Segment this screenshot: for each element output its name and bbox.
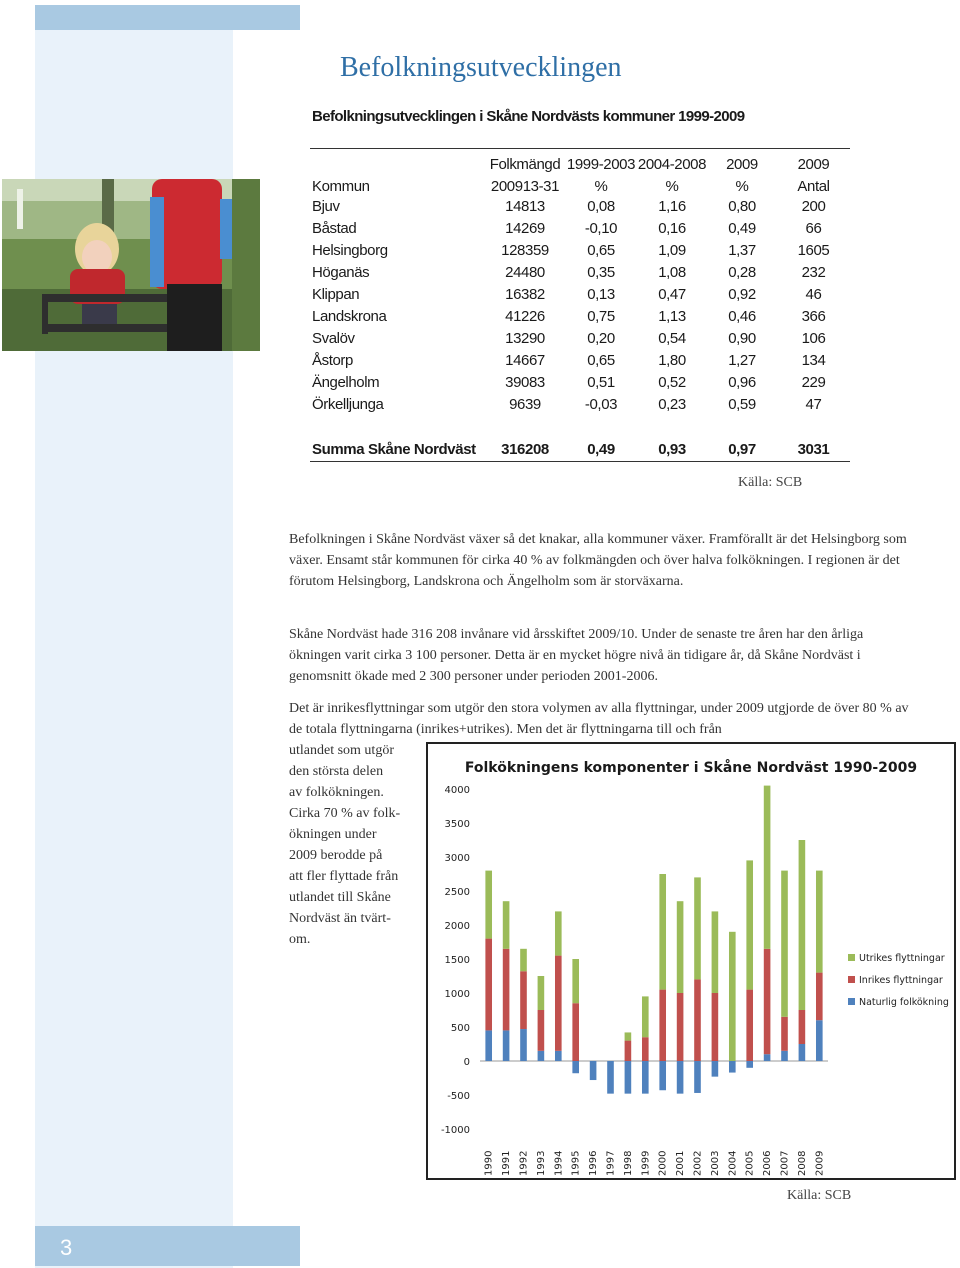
bar-segment: [538, 976, 545, 1010]
value-cell: 0,65: [587, 351, 615, 369]
table-caption: Befolkningsutvecklingen i Skåne Nordvästs kommuner 1999-2009: [312, 108, 745, 125]
value-cell: 0,75: [587, 307, 615, 325]
value-cell: 0,90: [728, 329, 756, 347]
bar-segment: [816, 871, 823, 973]
top-accent-bar: [35, 5, 300, 30]
paragraph-migration: Det är inrikesflyttningar som utgör den stora volymen av alla flyttningar, under 2009 utgjorde de över 80 % av de totala flyttningarna (inrikes+utrikes). Men det är flyttningarna till och från: [289, 701, 909, 737]
bottom-accent-bar: [35, 1226, 300, 1266]
value-cell: 1,08: [658, 263, 686, 281]
bar-segment: [625, 1041, 632, 1061]
table-row: [310, 217, 850, 239]
x-tick-label: 2006: [762, 1150, 774, 1176]
table-row: [310, 305, 850, 327]
bar-segment: [799, 840, 806, 1010]
y-tick-label: 2500: [444, 887, 470, 898]
column-header: Antal: [797, 178, 830, 195]
table-header-row: [310, 173, 850, 195]
bar-segment: [555, 911, 562, 955]
column-header: %: [735, 178, 749, 195]
x-tick-label: 1992: [518, 1150, 530, 1176]
x-tick-label: 2001: [675, 1150, 687, 1176]
bar-segment: [520, 1029, 527, 1061]
text-line: 2009 berodde på: [289, 848, 383, 863]
bar-segment: [625, 1061, 632, 1094]
x-tick-label: 1999: [640, 1150, 652, 1176]
bar-segment: [659, 990, 666, 1061]
bar-segment: [572, 1061, 579, 1073]
text-line: ökningen under: [289, 827, 377, 842]
value-cell: 0,16: [658, 219, 686, 237]
value-cell: 0,80: [728, 197, 756, 215]
column-header: [310, 149, 485, 174]
bar-segment: [764, 949, 771, 1054]
x-tick-label: 1990: [483, 1150, 495, 1176]
y-tick-label: 3000: [444, 853, 470, 864]
value-cell: 0,97: [707, 437, 777, 462]
table-row: [310, 195, 850, 217]
municipality-cell: Bjuv: [312, 197, 340, 215]
value-cell: 3031: [777, 437, 850, 462]
municipality-cell: Landskrona: [312, 307, 387, 325]
value-cell: 0,59: [728, 395, 756, 413]
value-cell: 39083: [505, 373, 545, 391]
bar-segment: [538, 1010, 545, 1051]
bar-segment: [694, 1061, 701, 1093]
bar-segment: [520, 971, 527, 1029]
text-line: av folkökningen.: [289, 785, 384, 800]
value-cell: 366: [801, 307, 826, 325]
bar-segment: [485, 1030, 492, 1061]
table-source: Källa: SCB: [738, 475, 803, 490]
value-cell: 0,46: [728, 307, 756, 325]
x-tick-label: 1995: [570, 1150, 582, 1176]
value-cell: 0,54: [658, 329, 686, 347]
table-header-row: [310, 149, 850, 174]
chart-title: Folkökningens komponenter i Skåne Nordväst 1990-2009: [464, 760, 918, 776]
x-tick-label: 1994: [553, 1150, 565, 1176]
value-cell: 1,13: [658, 307, 686, 325]
bar-segment: [746, 990, 753, 1061]
bar-segment: [503, 1030, 510, 1061]
column-header: %: [665, 178, 679, 195]
legend-swatch: [848, 954, 855, 961]
x-tick-label: 1998: [622, 1150, 634, 1176]
value-cell: 14813: [505, 197, 545, 215]
y-tick-label: 0: [463, 1057, 470, 1068]
value-cell: 1,80: [658, 351, 686, 369]
value-cell: 66: [805, 219, 822, 237]
y-tick-label: -1000: [440, 1125, 470, 1136]
text-line: utlandet som utgör: [289, 743, 394, 758]
table-row: [310, 239, 850, 261]
bar-segment: [694, 979, 701, 1061]
x-tick-label: 2003: [709, 1150, 721, 1176]
x-tick-label: 2008: [796, 1150, 808, 1176]
bar-segment: [729, 1061, 736, 1073]
value-cell: 0,52: [658, 373, 686, 391]
value-cell: 14667: [505, 351, 545, 369]
value-cell: 0,13: [587, 285, 615, 303]
value-cell: 106: [801, 329, 826, 347]
column-header: 2009: [707, 149, 777, 174]
y-tick-label: 2000: [444, 921, 470, 932]
value-cell: 1,09: [658, 241, 686, 259]
y-tick-label: -500: [447, 1091, 470, 1102]
bar-segment: [816, 1020, 823, 1061]
value-cell: 1,27: [728, 351, 756, 369]
value-cell: 0,23: [658, 395, 686, 413]
x-tick-label: 2002: [692, 1150, 704, 1176]
value-cell: 1,37: [728, 241, 756, 259]
value-cell: 316208: [485, 437, 565, 462]
table-row: [310, 349, 850, 371]
value-cell: 0,49: [728, 219, 756, 237]
value-cell: 200: [801, 197, 826, 215]
bar-segment: [659, 1061, 666, 1090]
bar-segment: [781, 871, 788, 1017]
bar-segment: [625, 1032, 632, 1040]
x-tick-label: 2000: [657, 1150, 669, 1176]
text-line: Nordväst än tvärt-: [289, 911, 391, 926]
value-cell: 0,49: [565, 437, 637, 462]
table-total-row: [310, 437, 850, 462]
legend-label: Utrikes flyttningar: [859, 953, 945, 964]
value-cell: 0,93: [637, 437, 707, 462]
text-line: om.: [289, 932, 311, 947]
municipality-cell: Örkelljunga: [312, 395, 384, 413]
value-cell: 0,92: [728, 285, 756, 303]
column-header: 2009: [777, 149, 850, 174]
bar-segment: [729, 932, 736, 1061]
value-cell: 9639: [509, 395, 541, 413]
value-cell: 16382: [505, 285, 545, 303]
population-components-chart: [428, 744, 954, 1178]
value-cell: 0,08: [587, 197, 615, 215]
bar-segment: [764, 786, 771, 949]
table-spacer-row: [310, 415, 850, 437]
y-tick-label: 4000: [444, 785, 470, 796]
legend-swatch: [848, 998, 855, 1005]
bar-segment: [642, 996, 649, 1037]
value-cell: -0,03: [584, 395, 618, 413]
bar-segment: [677, 993, 684, 1061]
paragraph-migration-continued: [289, 740, 424, 950]
value-cell: 1,16: [658, 197, 686, 215]
bar-segment: [712, 1061, 719, 1077]
x-tick-label: 2009: [814, 1150, 826, 1176]
value-cell: 0,28: [728, 263, 756, 281]
column-header: 200913-31: [490, 178, 560, 195]
value-cell: 0,65: [587, 241, 615, 259]
column-header: Folkmängd: [485, 149, 565, 174]
table-row: [310, 283, 850, 305]
x-tick-label: 2007: [779, 1150, 791, 1176]
text-line: Cirka 70 % av folk-: [289, 806, 401, 821]
bar-segment: [485, 939, 492, 1031]
bar-segment: [659, 874, 666, 990]
table-row: [310, 261, 850, 283]
bar-segment: [572, 1003, 579, 1061]
bar-segment: [572, 959, 579, 1003]
chart-frame: [426, 742, 956, 1180]
text-line: att fler flyttade från: [289, 869, 399, 884]
column-header: 2004-2008: [637, 149, 707, 174]
legend-label: Naturlig folkökning: [859, 997, 949, 1008]
bar-segment: [746, 860, 753, 989]
municipality-cell: Ängelholm: [312, 373, 380, 391]
value-cell: 0,35: [587, 263, 615, 281]
chart-source: Källa: SCB: [787, 1188, 852, 1203]
x-tick-label: 1991: [501, 1150, 513, 1176]
value-cell: 232: [801, 263, 826, 281]
value-cell: 14269: [505, 219, 545, 237]
bar-segment: [642, 1061, 649, 1094]
bar-segment: [520, 949, 527, 971]
municipality-cell: Åstorp: [312, 351, 353, 369]
y-tick-label: 1500: [444, 955, 470, 966]
value-cell: 128359: [501, 241, 549, 259]
value-cell: 0,96: [728, 373, 756, 391]
value-cell: 0,47: [658, 285, 686, 303]
text-line: utlandet till Skåne: [289, 890, 391, 905]
bar-segment: [712, 911, 719, 993]
bar-segment: [555, 956, 562, 1051]
bar-segment: [781, 1051, 788, 1061]
value-cell: 229: [801, 373, 826, 391]
value-cell: 24480: [505, 263, 545, 281]
bar-segment: [799, 1010, 806, 1044]
municipality-cell: Helsingborg: [312, 241, 388, 259]
bar-segment: [677, 901, 684, 993]
value-cell: 134: [801, 351, 826, 369]
value-cell: 0,20: [587, 329, 615, 347]
bar-segment: [485, 871, 492, 939]
y-tick-label: 3500: [444, 819, 470, 830]
x-tick-label: 1993: [535, 1150, 547, 1176]
table-row: [310, 327, 850, 349]
text-line: den största delen: [289, 764, 384, 779]
children-photo: [2, 179, 260, 351]
y-tick-label: 1000: [444, 989, 470, 1000]
bar-segment: [503, 901, 510, 949]
value-cell: 13290: [505, 329, 545, 347]
municipality-cell: Klippan: [312, 285, 360, 303]
bar-segment: [555, 1051, 562, 1061]
bar-segment: [607, 1061, 614, 1094]
bar-segment: [642, 1037, 649, 1061]
page-number: 3: [60, 1235, 73, 1260]
municipality-cell: Summa Skåne Nordväst: [310, 437, 485, 462]
x-tick-label: 1997: [605, 1150, 617, 1176]
legend-label: Inrikes flyttningar: [859, 975, 943, 986]
bar-segment: [677, 1061, 684, 1094]
bar-segment: [764, 1054, 771, 1061]
bar-segment: [781, 1017, 788, 1051]
municipality-cell: Svalöv: [312, 329, 355, 347]
x-tick-label: 1996: [588, 1150, 600, 1176]
municipality-cell: Båstad: [312, 219, 357, 237]
value-cell: -0,10: [584, 219, 618, 237]
bar-segment: [816, 973, 823, 1021]
page-title: Befolkningsutvecklingen: [340, 52, 622, 83]
x-tick-label: 2005: [744, 1150, 756, 1176]
population-table: [310, 148, 850, 462]
bar-segment: [538, 1051, 545, 1061]
column-header: 1999-2003: [565, 149, 637, 174]
bar-segment: [503, 949, 510, 1031]
paragraph-growth: Befolkningen i Skåne Nordväst växer så det knakar, alla kommuner växer. Framförallt är det Helsingborg som växer. Ensamt står kommunen för cirka 40 % av folkmängden och över halva folkökningen. I regionen är det förutom Helsingborg, Landskrona och Ängelholm som är storväxarna.: [289, 532, 907, 589]
value-cell: 41226: [505, 307, 545, 325]
y-tick-label: 500: [450, 1023, 470, 1034]
bar-segment: [746, 1061, 753, 1068]
x-tick-label: 2004: [727, 1150, 739, 1176]
table-row: [310, 393, 850, 415]
column-header: %: [594, 178, 608, 195]
table-row: [310, 371, 850, 393]
value-cell: 47: [805, 395, 822, 413]
bar-segment: [799, 1044, 806, 1061]
bar-segment: [590, 1061, 597, 1080]
legend-swatch: [848, 976, 855, 983]
paragraph-inhabitants: Skåne Nordväst hade 316 208 invånare vid årsskiftet 2009/10. Under de senaste tre åren har den årliga ökningen varit cirka 3 100 personer. Detta är en mycket högre nivå än tidigare år, då Skåne Nordväst i genomsnitt ökade med 2 300 personer under perioden 2001-2006.: [289, 627, 864, 684]
bar-segment: [694, 877, 701, 979]
municipality-cell: Höganäs: [312, 263, 370, 281]
value-cell: 46: [805, 285, 822, 303]
value-cell: 0,51: [587, 373, 615, 391]
bar-segment: [712, 993, 719, 1061]
column-header: Kommun: [312, 178, 370, 195]
value-cell: 1605: [797, 241, 830, 259]
